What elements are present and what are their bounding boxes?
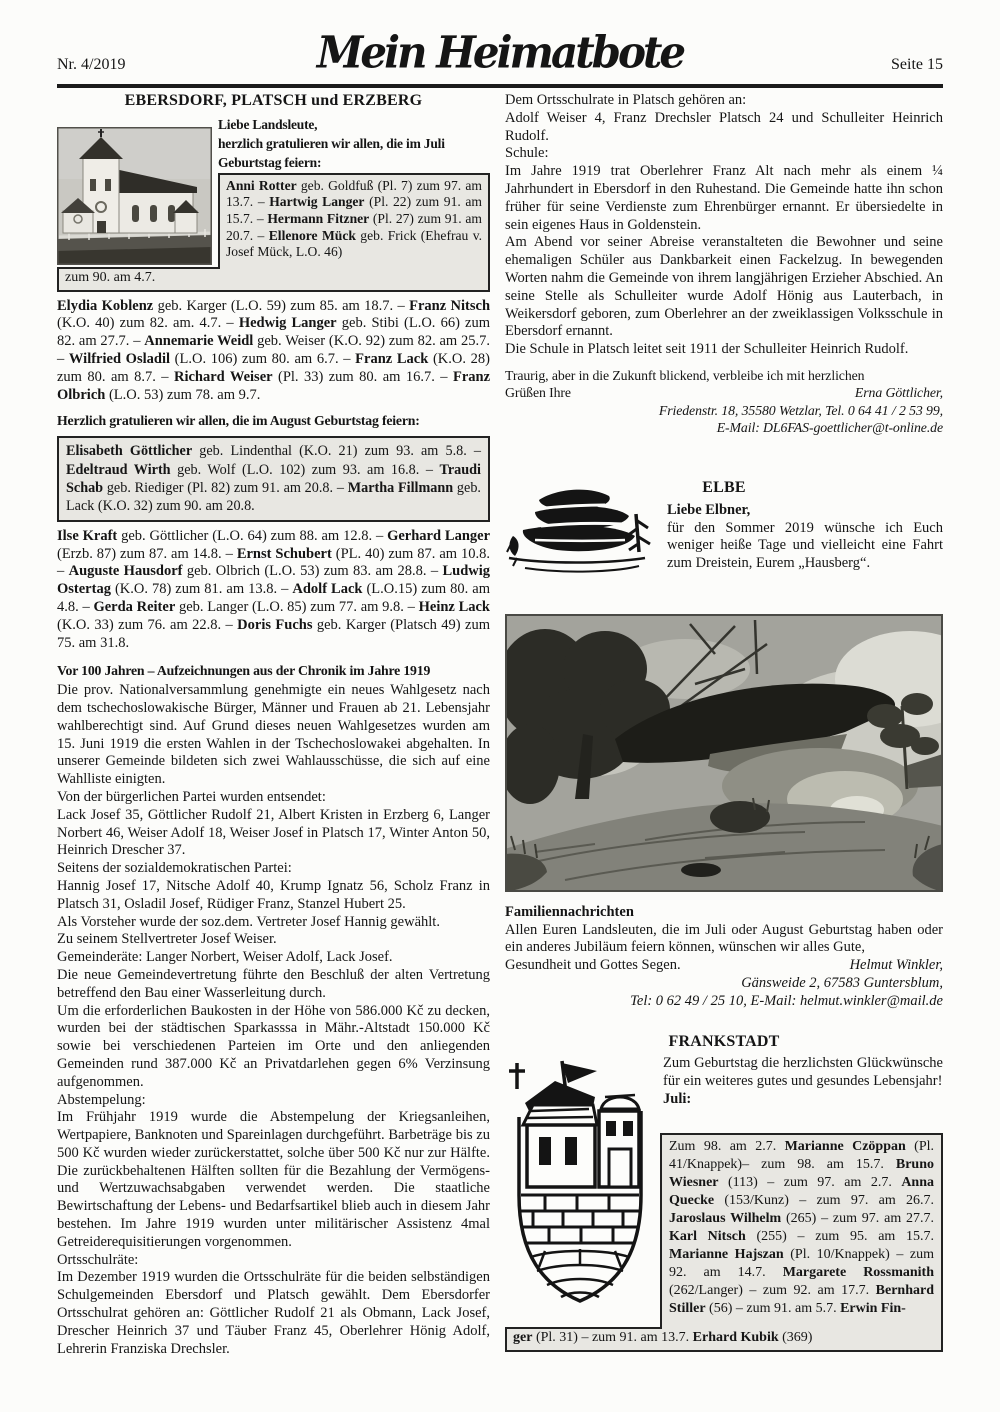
month-label: Juli: bbox=[663, 1090, 692, 1107]
paragraph: Dem Ortsschulrate in Platsch gehören an: bbox=[505, 92, 747, 108]
closing-block bbox=[505, 367, 943, 437]
chronik-continued bbox=[505, 92, 943, 359]
frankstadt-section bbox=[505, 1033, 943, 1353]
church-photo bbox=[57, 127, 212, 265]
greeting-text bbox=[218, 115, 490, 172]
family-news-heading: Familiennachrichten bbox=[505, 903, 634, 920]
paragraph: Im Jahre 1919 trat Oberlehrer Franz Alt nach mehr als einem ¼ Jahrhundert in Ebersdorf in den Ruhestand. Die Gemeinde hatte ihn schon früher für seine Verdienste zum Ehrenbürger ernannt. Er übersiedelte in sein eigenes Haus in Goldenstein. bbox=[505, 163, 943, 233]
august-birthday-box: Elisabeth Göttlicher geb. Lindenthal (K.O. 21) zum 93. am 5.8. – Edeltraud Wirth geb. Wolf (L.O. 102) zum 93. am 16.8. – Traudi Schab geb. Riediger (Pl. 82) zum 91. am 20.8. – Martha Fillmann geb. Lack (K.O. 32) zum 90. am 20.8. bbox=[57, 436, 490, 522]
family-news-text: Allen Euren Landsleuten, die im Juli oder August Geburtstag haben oder ein anderes Jubiläum feiern können, wünschen wir alles Gute, bbox=[505, 921, 943, 956]
july-birthday-box: Anni Rotter geb. Goldfuß (Pl. 7) zum 97. am 13.7. – Hartwig Langer (Pl. 22) zum 91. am 15.7. – Hermann Fitzner (Pl. 27) zum 91. am 20.7. – Ellenore Mück geb. Frick (Ehefrau v. Josef Mück, L.O. 46) bbox=[218, 173, 490, 267]
elbe-message: für den Sommer 2019 wünsche ich Euch weniger heiße Tage und vielleicht eine Fahrt zum Dreistein, Eurem „Hausberg“. bbox=[667, 519, 943, 572]
contact-phone-email: Tel: 0 62 49 / 25 10, E-Mail: helmut.winkler@mail.de bbox=[630, 992, 943, 1009]
header-rule bbox=[57, 84, 943, 88]
contact-address: Gänsweide 2, 67583 Guntersblum, bbox=[741, 974, 943, 991]
paragraph: Liebe Landsleute, bbox=[218, 116, 318, 132]
paragraph: Seitens der sozialdemokratischen Partei: bbox=[57, 860, 292, 877]
frankstadt-crest-drawing bbox=[505, 1055, 655, 1321]
paragraph: Die neue Gemeindevertretung führte den Beschluß der alten Vertretung betreffend den Bau einer Wasserleitung durch. bbox=[57, 966, 490, 1001]
left-column bbox=[57, 92, 490, 1358]
page-number: Seite 15 bbox=[891, 56, 943, 73]
august-heading: Herzlich gratulieren wir allen, die im August Geburtstag feiern: bbox=[57, 413, 420, 429]
paragraph: Als Vorsteher wurde der soz.dem. Vertreter Josef Hannig gewählt. bbox=[57, 913, 440, 930]
paragraph: Abstempelung: bbox=[57, 1091, 146, 1108]
paragraph: Im Frühjahr 1919 wurde die Abstempelung der Kriegsanleihen, Wertpapiere, Banknoten und Spareinlagen durchgeführt. Barbeträge bis zu 500 Kč wurden wieder zurückerstattet, solche über 500 Kč nur zur Hälfte. Die zurückbehaltenen Hälften sollten für die Bezahlung der Vermögens- und Wertzuwachsabgaben verwendet werden. Die staatliche Bewirtschaftung der Lebens- und Bedarfsartikel blieb auch in diesem Jahr bestehen. Im Jahre 1919 wurden unter militärischer Assistenz 4mal Getreiderequisitierungen vorgenommen. bbox=[57, 1109, 490, 1250]
issue-number: Nr. 4/2019 bbox=[57, 56, 126, 73]
paragraph: Adolf Weiser 4, Franz Drechsler Platsch 24 und Schulleiter Heinrich Rudolf. bbox=[505, 109, 943, 144]
family-news-text-end: Gesundheit und Gottes Segen. bbox=[505, 957, 681, 974]
ebersdorf-intro-row bbox=[57, 115, 490, 267]
family-news-section bbox=[505, 904, 943, 1011]
paragraph: Die prov. Nationalversammlung genehmigte ein neues Wahlgesetz nach dem tschechoslowakische Bürger, Männer und Frauen ab 21. Lebensjahr wahlberechtigt sind. Auf Grund dieses neuen Wahlgesetzes wurden am 15. Juni 1919 die ersten Wahlen in der Tschechoslowakei abgehalten. In unserer Gemeinde bildeten sich zwei Wahlausschüsse, die sich auf eine Wahlliste einigten. bbox=[57, 682, 490, 788]
paragraph: Die Schule in Platsch leitet seit 1911 der Schulleiter Heinrich Rudolf. bbox=[505, 341, 909, 358]
paragraph: herzlich gratulieren wir allen, die im Juli bbox=[218, 135, 445, 151]
paragraph: Um die erforderlichen Baukosten in der Höhe von 586.000 Kč zu decken, wurden bei der städtischen Sparkasssa in Mähr.-Altstadt 150.000 Kč sowie bei verschiedenen Parteien im Orte und den anliegenden Gemeinden rund 387.000 Kč an Privatdarlehen gegen 6% Verzinsung aufgenommen. bbox=[57, 1002, 490, 1090]
chronik-text bbox=[57, 682, 490, 1358]
closing-line: Traurig, aber in die Zukunft blickend, verbleibe ich mit herzlichen bbox=[505, 367, 865, 383]
paragraph: Schule: bbox=[505, 145, 549, 162]
contact-name: Helmut Winkler, bbox=[849, 957, 943, 974]
right-column bbox=[505, 92, 943, 1352]
elbe-greeting: Liebe Elbner, bbox=[667, 501, 751, 518]
paragraph: Von der bürgerlichen Partei wurden entsendet: bbox=[57, 788, 326, 805]
frankstadt-july-box-tail: ger (Pl. 31) – zum 91. am 13.7. Erhard Kubik (369) bbox=[505, 1327, 943, 1352]
author-name: Erna Göttlicher, bbox=[854, 385, 943, 401]
section-title-frankstadt: FRANKSTADT bbox=[668, 1032, 780, 1050]
closing-salutation: Grüßen Ihre bbox=[505, 385, 571, 401]
rocks-ink-sketch bbox=[505, 478, 653, 584]
masthead-logo: Mein Heimatbote bbox=[316, 27, 684, 78]
july-birthday-box-tail: zum 90. am 4.7. bbox=[57, 267, 490, 292]
paragraph: Im Dezember 1919 wurden die Ortsschulräte für die beiden selbständigen Schulgemeinden Ebersdorf und Platsch gewählt. Dem Ebersdorfer Ortsschulrat gehören an: Göttlicher Rudolf 21 als Obmann, Lack Josef, Drescher Heinrich 37 und Täuber Franz 45, Oberlehrer Hönig Adolf, Lehrerin Franziska Drechsler. bbox=[57, 1269, 490, 1357]
frankstadt-july-box: Zum 98. am 2.7. Marianne Czöppan (Pl. 41/Knappek)– zum 98. am 15.7. Bruno Wiesner (113) – zum 97. am 2.7. Anna Quecke (153/Kunz) – zum 97. am 26.7. Jaroslaus Wilhelm (265) – zum 97. am 27.7. Karl Nitsch (255) – zum 95. am 15.7. Marianne Hajszan (Pl. 10/Knappek) – zum 92. am 14.7. Margarete Rossmanith (262/Langer) – zum 92. am 17.7. Bernhard Stiller (56) – zum 91. am 5.7. Erwin Fin- bbox=[660, 1133, 943, 1327]
dreistein-rock-photo bbox=[505, 614, 943, 892]
paragraph: Gemeinderäte: Langer Norbert, Weiser Adolf, Lack Josef. bbox=[57, 949, 393, 966]
author-email: E-Mail: DL6FAS-goettlicher@t-online.de bbox=[716, 420, 943, 436]
july-birthday-list: Elydia Koblenz geb. Karger (L.O. 59) zum 85. am 18.7. – Franz Nitsch (K.O. 40) zum 82. am. 4.7. – Hedwig Langer geb. Stibi (L.O. 66) zum 82. am 27.7. – Annemarie Weidl geb. Weiser (K.O. 92) zum 82. am 25.7. – Wilfried Osladil (L.O. 106) zum 80. am 6.7. – Franz Lack (K.O. 28) zum 80. am 8.7. – Richard Weiser (Pl. 33) zum 80. am 16.7. – Franz Olbrich (L.O. 53) zum 78. am 9.7. bbox=[57, 297, 491, 403]
august-birthday-list: Ilse Kraft geb. Göttlicher (L.O. 64) zum 88. am 12.8. – Gerhard Langer (Erzb. 87) zum 87. am 14.8. – Ernst Schubert (PL. 40) zum 87. am 10.8. – Auguste Hausdorf geb. Olbrich (L.O. 53) zum 83. am 28.8. – Ludwig Ostertag (K.O. 78) zum 81. am 13.8. – Adolf Lack (L.O.15) zum 80. am 4.8. – Gerda Reiter geb. Langer (L.O. 85) zum 77. am 9.8. – Heinz Lack (K.O. 33) zum 76. am 22.8. – Doris Fuchs geb. Karger (Platsch 49) zum 75. am 31.8. bbox=[57, 527, 491, 651]
paragraph: Ortsschulräte: bbox=[57, 1251, 139, 1268]
frankstadt-intro: Zum Geburtstag die herzlichsten Glückwünsche für ein weiteres gutes und gesundes Lebensjahr! bbox=[663, 1055, 943, 1090]
paragraph: Geburtstag feiern: bbox=[218, 154, 322, 170]
author-address: Friedenstr. 18, 35580 Wetzlar, Tel. 0 64 41 / 2 53 99, bbox=[658, 402, 943, 418]
paragraph: Zu seinem Stellvertreter Josef Weiser. bbox=[57, 931, 277, 948]
section-title-elbe: ELBE bbox=[702, 478, 746, 496]
chronik-heading: Vor 100 Jahren – Aufzeichnungen aus der Chronik im Jahre 1919 bbox=[57, 663, 431, 679]
paragraph: Lack Josef 35, Göttlicher Rudolf 21, Albert Kristen in Erzberg 6, Langer Norbert 46, Weiser Adolf 18, Weiser Josef in Platsch 17, Winter Anton 50, Heinrich Drescher 37. bbox=[57, 806, 490, 859]
paragraph: Hannig Josef 17, Nitsche Adolf 40, Krump Ignatz 56, Scholz Franz in Platsch 31, Osladil Josef, Rüdiger Franz, Stanzel Hubert 25. bbox=[57, 877, 490, 912]
paragraph: Am Abend vor seiner Abreise veranstalteten die Bewohner und seine ehemaligen Schüler aus Dankbarkeit einen Fackelzug. In bewegenden Worten nahm die Gemeinde von ihrem langjährigen Erzieher Abschied. An seine Stelle als Schulleiter wurde Adolf Hönig aus Lauterbach, in Weikersdorf geboren, zum Oberlehrer an der zweiklassigen Volksschule in Ebersdorf ernannt. bbox=[505, 234, 943, 340]
elbe-section bbox=[505, 479, 943, 892]
section-title-ebersdorf: EBERSDORF, PLATSCH und ERZBERG bbox=[124, 92, 423, 109]
